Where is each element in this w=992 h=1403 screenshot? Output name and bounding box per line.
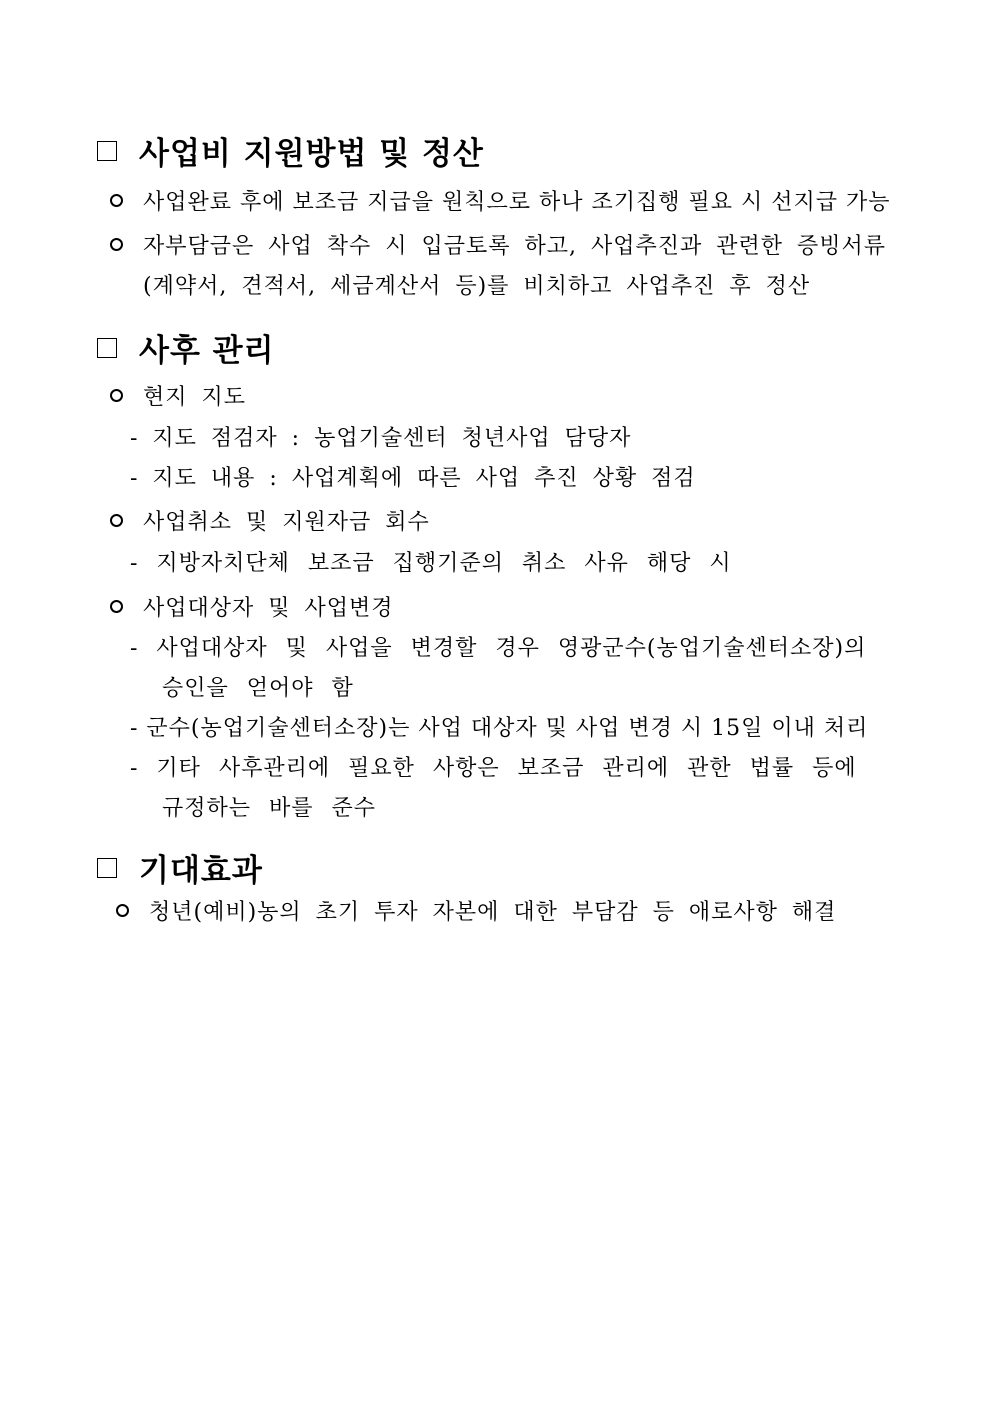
sub-list-item: - 사업대상자 및 사업을 변경할 경우 영광군수(농업기술센터소장)의 — [130, 636, 867, 661]
sub-list-item-continuation: 승인을 얻어야 함 — [162, 676, 354, 701]
list-item — [110, 229, 886, 260]
sub-list-item: - 군수(농업기술센터소장)는 사업 대상자 및 사업 변경 시 15일 이내 처리 — [130, 716, 869, 741]
sub-list-item: - 지도 점검자 : 농업기술센터 청년사업 담당자 — [130, 426, 632, 451]
list-item — [110, 185, 891, 216]
list-item-text: 사업취소 및 지원자금 회수 — [143, 510, 430, 535]
sub-list-item-continuation: 규정하는 바를 준수 — [162, 796, 377, 821]
circle-bullet-icon — [110, 389, 123, 402]
list-item-text: 현지 지도 — [143, 385, 247, 410]
list-item — [110, 505, 430, 536]
checkbox-square-icon — [97, 338, 117, 358]
list-item-text: 자부담금은 사업 착수 시 입금토록 하고, 사업추진과 관련한 증빙서류 — [143, 234, 886, 259]
section-heading-text: 사업비 지원방법 및 정산 — [139, 136, 484, 172]
section-heading-funding — [97, 128, 484, 173]
section-heading-expected-effects — [97, 845, 263, 890]
checkbox-square-icon — [97, 141, 117, 161]
checkbox-square-icon — [97, 858, 117, 878]
list-item-text: 사업완료 후에 보조금 지급을 원칙으로 하나 조기집행 필요 시 선지급 가능 — [143, 190, 891, 215]
list-item — [110, 380, 246, 411]
list-item-continuation: (계약서, 견적서, 세금계산서 등)를 비치하고 사업추진 후 정산 — [143, 274, 811, 299]
circle-bullet-icon — [110, 600, 123, 613]
list-item — [116, 895, 836, 926]
sub-list-item: - 지도 내용 : 사업계획에 따른 사업 추진 상황 점검 — [130, 466, 696, 491]
circle-bullet-icon — [110, 514, 123, 527]
section-heading-text: 사후 관리 — [139, 333, 275, 369]
section-heading-text: 기대효과 — [139, 853, 263, 889]
section-heading-aftercare — [97, 325, 275, 370]
list-item — [110, 591, 394, 622]
sub-list-item: - 지방자치단체 보조금 집행기준의 취소 사유 해당 시 — [130, 551, 732, 576]
circle-bullet-icon — [110, 194, 123, 207]
circle-bullet-icon — [116, 904, 129, 917]
list-item-text: 청년(예비)농의 초기 투자 자본에 대한 부담감 등 애로사항 해결 — [149, 900, 837, 925]
list-item-text: 사업대상자 및 사업변경 — [143, 596, 394, 621]
circle-bullet-icon — [110, 238, 123, 251]
sub-list-item: - 기타 사후관리에 필요한 사항은 보조금 관리에 관한 법률 등에 — [130, 756, 857, 781]
